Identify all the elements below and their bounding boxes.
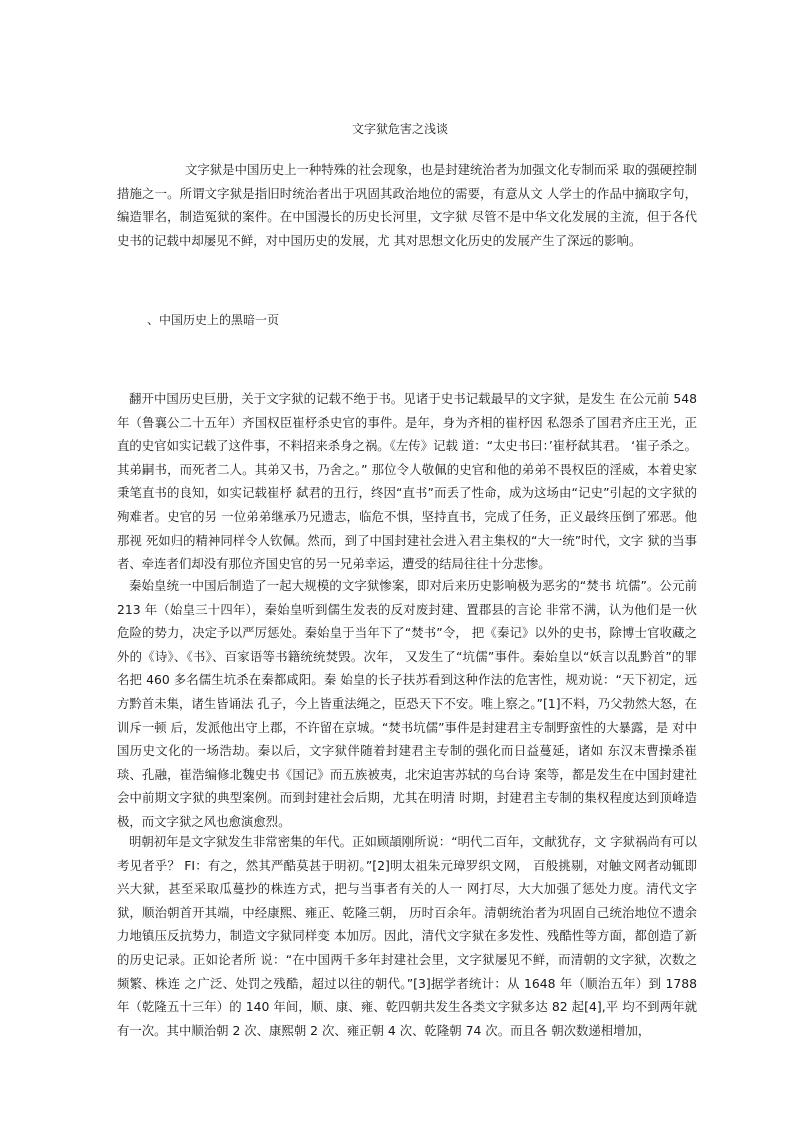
body-paragraph-2: 秦始皇统一中国后制造了一起大规模的文字狱惨案，即对后来历史影响极为恶劣的“焚书 坑儒”。公元前 213 年（始皇三十四年），秦始皇听到儒生发表的反对废封建、置郡县的言论 非常不满，认为他们是一伙危险的势力，决定予以严厉惩处。秦始皇于当年下了“焚书”令， 把《秦记》以外的史书，除博士官收藏之外的《诗》、《书》、百家语等书籍统统焚毁。次年， 又发生了“坑儒”事件。秦始皇以“妖言以乱黔首”的罪名把 460 多名儒生坑杀在秦都咸阳。秦 始皇的长子扶苏看到这种作法的危害性，规劝说：“天下初定，远方黔首未集，诸生皆诵法 孔子，今上皆重法绳之，臣恐天下不安。唯上察之。”[1]不料，乃父勃然大怒，在训斥一顿 后，发派他出守上郡，不许留在京城。“焚书坑儒”事件是封建君主专制野蛮性的大暴露，是 对中国历史文化的一场浩劫。秦以后，文字狱伴随着封建君主专制的强化而日益蔓延，诸如 东汉末曹操杀崔琰、孔融，崔浩编修北魏史书《国记》而五族被夷，北宋迫害苏轼的乌台诗 案等，都是发生在中国封建社会中前期文字狱的典型案例。而到封建社会后期，尤其在明清 时期，封建君主专制的集权程度达到顶峰造极，而文字狱之风也愈演愈烈。 bbox=[117, 578, 697, 829]
body-paragraph-3: 明朝初年是文字狱发生非常密集的年代。正如顾頡刚所说：“明代二百年，文献犹存，文 字狱祸尚有可以考见者乎？ FI：有之，然其严酷莫甚于明初。”[2]明太祖朱元璋罗织文网， 百般挑剔，对触文网者动辄即兴大狱，甚至采取瓜蔓抄的株连方式，把与当事者有关的人一 网打尽，大大加强了惩处力度。清代文字狱，顺治朝首开其端，中经康熙、雍正、乾隆三朝， 历时百余年。清朝统治者为巩固自己统治地位不遗余力地镇压反抗势力，制造文字狱同样变 本加厉。因此，清代文字狱在多发性、残酷性等方面，都创造了新的历史记录。正如论者所 说：“在中国两千多年封建社会里，文字狱屡见不鲜，而清朝的文字狱，次数之频繁、株连 之广泛、处罚之残酷，超过以往的朝代。”[3]据学者统计：从 1648 年（顺治五年）到 1788 年（乾隆五十三年）的 140 年间，顺、康、雍、乾四朝共发生各类文字狱多达 82 起[4],平 均不到两年就有一次。其中顺治朝 2 次、康熙朝 2 次、雍正朝 4 次、乾隆朝 74 次。而且各 朝次数递相增加， bbox=[117, 834, 697, 1038]
section-heading: 、中国历史上的黑暗一页 bbox=[147, 313, 280, 327]
intro-paragraph: 文字狱是中国历史上一种特殊的社会现象，也是封建统治者为加强文化专制而采 取的强硬控制措施之一。所谓文字狱是指旧时统治者出于巩固其政治地位的需要，有意从文 人学士的作品中摘取字句，编造罪名，制造冤狱的案件。在中国漫长的历史长河里，文字狱 尽管不是中华文化发展的主流，但于各代史书的记载中却屡见不鲜，对中国历史的发展，尤 其对思想文化历史的发展产生了深远的影响。 bbox=[117, 162, 697, 248]
body-paragraph-1: 翻开中国历史巨册，关于文字狱的记载不绝于书。见诸于史书记载最早的文字狱，是发生 在公元前 548 年（鲁襄公二十五年）齐国权臣崔杼杀史官的事件。是年，身为齐相的崔杼因 私怨杀了国君齐庄王光，正直的史官如实记载了这件事，不料招来杀身之祸。《左传》记载 道：“太史书曰：’崔杼弑其君。 ‘崔子杀之。其弟嗣书，而死者二人。其弟又书，乃舍之。” 那位令人敬佩的史官和他的弟弟不畏权臣的淫威，本着史家秉笔直书的良知，如实记载崔杼 弑君的丑行，终因“直书”而丢了性命，成为这场由“记史”引起的文字狱的殉难者。史官的另 一位弟弟继承乃兄遗志，临危不惧，坚持直书，完成了任务，正义最终压倒了邪恶。他那视 死如归的精神同样令人钦佩。然而，到了中国封建社会进入君主集权的“大一统”时代，文字 狱的当事者、牵连者们却没有那位齐国史官的另一兄弟幸运，遭受的结局往往十分悲惨。 bbox=[117, 391, 697, 572]
document-title: 文字狱危害之浅谈 bbox=[351, 122, 448, 136]
